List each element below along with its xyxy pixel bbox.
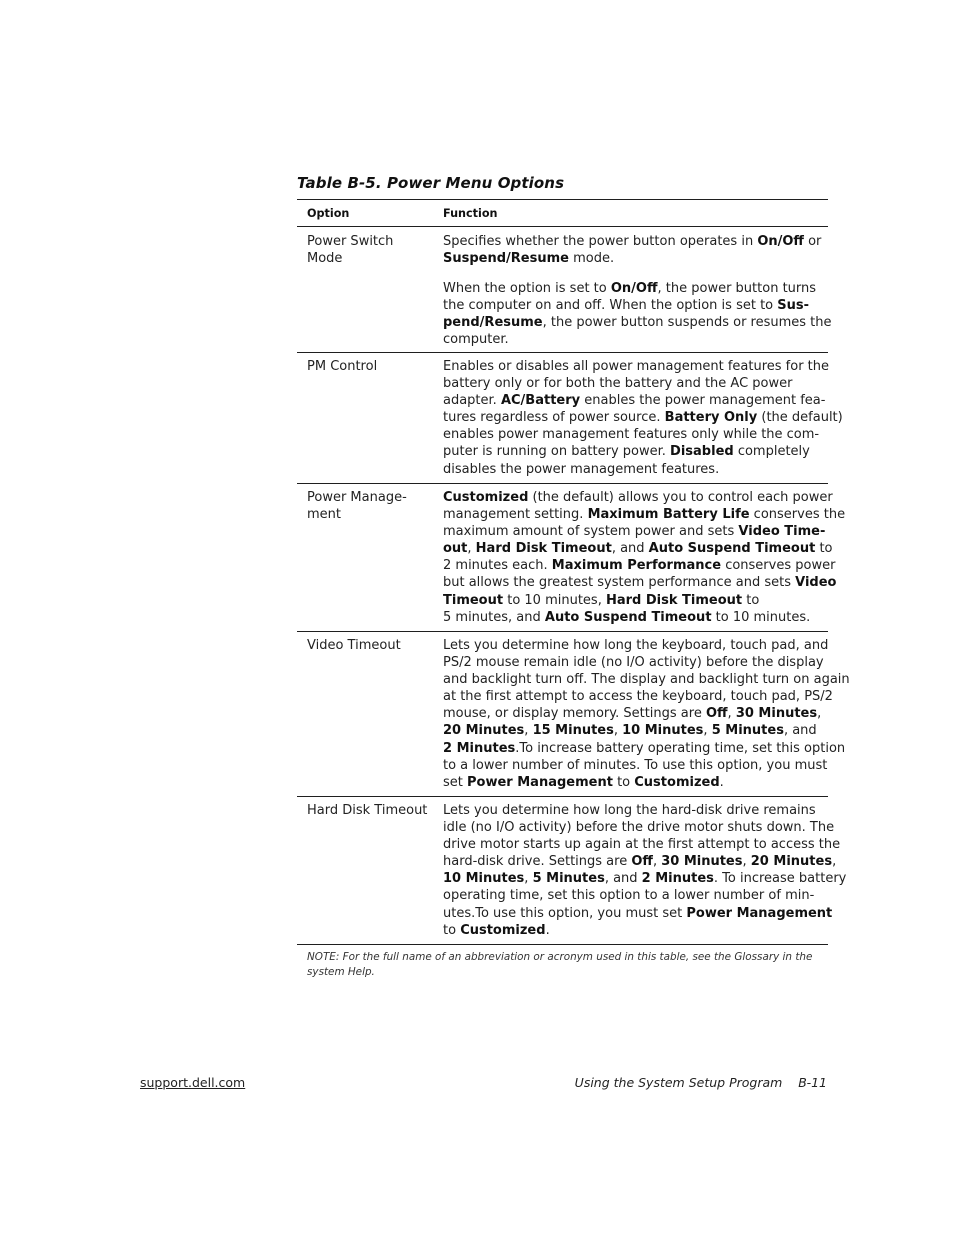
text-run: ,	[524, 723, 533, 739]
text-run: to	[612, 774, 635, 790]
text-run: ,	[467, 541, 476, 557]
text-run: computer.	[443, 332, 509, 348]
page-number: B-11	[798, 1075, 827, 1090]
function-cell	[443, 802, 847, 939]
function-line	[443, 358, 833, 375]
text-run: (the default)	[757, 410, 843, 426]
text-run: Lets you determine how long the hard-disk drive remains	[443, 803, 816, 818]
option-line: Power Switch	[307, 234, 394, 249]
text-run: , the power button suspends or resumes the	[542, 315, 832, 331]
bold-term: Sus-	[777, 298, 810, 314]
option-line: Video Timeout	[307, 638, 401, 653]
bold-term: Customized	[634, 774, 720, 790]
function-line	[443, 654, 833, 671]
text-run: ,	[817, 706, 822, 722]
text-run: puter is running on battery power.	[443, 444, 671, 460]
text-run: enables power management features only while the com-	[443, 427, 820, 443]
option-line: Power Manage-	[307, 490, 407, 505]
option-line: Mode	[307, 251, 343, 267]
text-run: and backlight turn off. The display and backlight turn on again	[443, 672, 850, 688]
page-footer	[575, 1075, 827, 1090]
text-run: to a lower number of minutes. To use this option, you must	[443, 757, 828, 773]
option-line: ment	[307, 507, 341, 523]
text-run: to	[443, 922, 461, 938]
bold-term: out	[443, 541, 468, 557]
function-line	[443, 523, 833, 540]
bold-term: 30 Minutes	[735, 706, 818, 722]
bold-term: Suspend/Resume	[443, 251, 569, 267]
text-run: , and	[783, 723, 817, 739]
bold-term: Customized	[460, 922, 546, 938]
bold-term: Off	[705, 706, 728, 722]
function-line	[443, 757, 833, 774]
function-line	[443, 802, 833, 819]
function-line	[443, 922, 833, 939]
function-line	[443, 426, 833, 443]
text-run: ,	[652, 854, 662, 870]
header-option: Option	[307, 207, 350, 220]
text-run: drive motor starts up again at the first attempt to access the	[443, 837, 841, 853]
function-line	[443, 671, 850, 688]
text-run: to 10 minutes.	[711, 609, 811, 625]
option-cell	[307, 233, 435, 267]
text-run: at the first attempt to access the keyboard, touch pad, PS/2	[443, 689, 833, 705]
bold-term: 2 Minutes	[641, 871, 714, 887]
text-run: Specifies whether the power button operates in	[443, 234, 758, 249]
text-run: ,	[524, 871, 533, 887]
bold-term: Disabled	[670, 444, 734, 460]
bold-term: Timeout	[443, 592, 504, 608]
section-title: Using the System Setup Program	[574, 1075, 783, 1090]
function-line	[443, 705, 833, 722]
bold-term: Maximum Performance	[551, 558, 722, 574]
text-run: 5 minutes, and	[443, 609, 545, 625]
text-run: utes.To use this option, you must set	[443, 905, 687, 921]
text-run: . To increase battery	[713, 871, 847, 887]
bold-term: Video	[795, 575, 837, 591]
bold-term: Hard Disk Timeout	[605, 592, 743, 608]
function-line	[443, 314, 833, 331]
bold-term: 30 Minutes	[661, 854, 743, 870]
text-run: mode.	[568, 251, 615, 267]
text-run: Lets you determine how long the keyboard, touch pad, and	[443, 638, 829, 653]
text-run: .	[719, 774, 724, 790]
text-run: hard-disk drive. Settings are	[443, 854, 632, 870]
text-run: (the default) allows you to control each power	[528, 490, 833, 505]
function-line	[443, 557, 836, 574]
option-line: PM Control	[307, 359, 378, 374]
power-menu-options-table	[297, 199, 850, 945]
bold-term: AC/Battery	[500, 393, 581, 409]
option-cell	[307, 637, 435, 654]
text-run: enables the power management fea-	[580, 393, 826, 409]
table-header-row	[297, 200, 828, 226]
text-run: idle (no I/O activity) before the drive motor shuts down. The	[443, 820, 835, 836]
text-run: , and	[611, 541, 649, 557]
bold-term: Video Time-	[738, 524, 826, 540]
function-line	[443, 375, 833, 392]
bold-term: 10 Minutes	[443, 871, 525, 887]
text-run: or	[803, 234, 822, 249]
text-run: conserves the	[749, 507, 846, 523]
function-line	[443, 722, 833, 739]
text-run: tures regardless of power source.	[443, 410, 665, 426]
function-line	[443, 489, 833, 506]
text-run: conserves power	[721, 558, 836, 574]
text-run: .	[545, 922, 550, 938]
option-cell	[307, 489, 435, 523]
bold-term: 5 Minutes	[532, 871, 605, 887]
option-line: Hard Disk Timeout	[307, 803, 428, 818]
function-line	[443, 297, 833, 314]
function-line	[443, 887, 833, 904]
header-function: Function	[443, 207, 498, 220]
bold-term: Maximum Battery Life	[587, 507, 750, 523]
bold-term: On/Off	[610, 281, 658, 297]
bold-term: On/Off	[757, 234, 804, 249]
function-line	[443, 250, 833, 267]
bold-term: Battery Only	[664, 410, 758, 426]
text-run: but allows the greatest system performance and sets	[443, 575, 796, 591]
text-run: ,	[703, 723, 712, 739]
function-line	[443, 331, 833, 348]
text-run: , the power button turns	[657, 281, 817, 297]
function-line	[443, 461, 833, 478]
function-line	[443, 740, 846, 757]
function-line	[443, 540, 833, 557]
table-row	[297, 484, 846, 631]
text-run: set	[443, 774, 468, 790]
bold-term: Auto Suspend Timeout	[648, 541, 816, 557]
text-run: adapter.	[443, 393, 501, 409]
function-line	[443, 637, 833, 654]
text-run: operating time, set this option to a lower number of min-	[443, 888, 815, 904]
function-line	[443, 905, 833, 922]
text-run: management setting.	[443, 507, 588, 523]
function-line	[443, 836, 841, 853]
function-line	[443, 592, 833, 609]
function-line	[443, 774, 833, 791]
function-cell	[443, 489, 846, 626]
bold-term: Customized	[443, 490, 529, 505]
bold-term: Hard Disk Timeout	[475, 541, 612, 557]
bold-term: 20 Minutes	[443, 723, 525, 739]
function-cell	[443, 358, 843, 478]
function-line	[443, 233, 833, 250]
table-bottom-rule	[297, 944, 828, 945]
table-caption: Table B-5. Power Menu Options	[297, 174, 565, 192]
bold-term: Off	[631, 854, 653, 870]
function-line	[443, 819, 833, 836]
text-run: to	[815, 541, 833, 557]
table-row	[297, 797, 847, 944]
bold-term: Auto Suspend Timeout	[544, 609, 712, 625]
table-note	[307, 950, 827, 980]
function-cell	[443, 637, 850, 791]
bold-term: 2 Minutes	[443, 740, 516, 756]
bold-term: 10 Minutes	[622, 723, 704, 739]
bold-term: pend/Resume	[443, 315, 543, 331]
text-run: ,	[727, 706, 736, 722]
table-row	[297, 353, 843, 483]
bold-term: Power Management	[467, 774, 613, 790]
text-run: 2 minutes each.	[443, 558, 552, 574]
note-line: NOTE: For the full name of an abbreviation or acronym used in this table, see the Glossary in the	[307, 951, 813, 963]
text-run: ,	[613, 723, 623, 739]
function-line	[443, 280, 833, 297]
text-run: ,	[832, 854, 837, 870]
text-run: ,	[742, 854, 751, 870]
function-line	[443, 609, 833, 626]
text-run: to 10 minutes,	[503, 592, 606, 608]
text-run: maximum amount of system power and sets	[443, 524, 739, 540]
function-line	[443, 574, 837, 591]
text-run: , and	[604, 871, 642, 887]
function-cell	[443, 233, 833, 349]
text-run: mouse, or display memory. Settings are	[443, 706, 706, 722]
function-line	[443, 870, 847, 887]
option-cell	[307, 802, 435, 819]
function-line	[443, 443, 833, 460]
support-link[interactable]: support.dell.com	[140, 1075, 246, 1090]
paragraph-gap	[443, 267, 833, 280]
function-line	[443, 688, 833, 705]
text-run: battery only or for both the battery and the AC power	[443, 376, 793, 392]
text-run: .To increase battery operating time, set this option	[515, 740, 846, 756]
text-run: When the option is set to	[443, 281, 611, 297]
text-run: completely	[733, 444, 810, 460]
text-run: disables the power management features.	[443, 461, 720, 477]
text-run: to	[742, 592, 760, 608]
bold-term: 20 Minutes	[750, 854, 833, 870]
bold-term: Power Management	[686, 905, 833, 921]
table-row	[297, 632, 850, 796]
text-run: PS/2 mouse remain idle (no I/O activity) before the display	[443, 655, 824, 671]
function-line	[443, 506, 846, 523]
function-line	[443, 853, 837, 870]
option-cell	[307, 358, 435, 375]
text-run: Enables or disables all power management features for the	[443, 359, 830, 374]
function-line	[443, 409, 843, 426]
function-line	[443, 392, 833, 409]
table-row	[297, 227, 832, 352]
note-line: system Help.	[307, 966, 375, 978]
bold-term: 5 Minutes	[711, 723, 784, 739]
text-run: the computer on and off. When the option is set to	[443, 298, 778, 314]
bold-term: 15 Minutes	[532, 723, 614, 739]
